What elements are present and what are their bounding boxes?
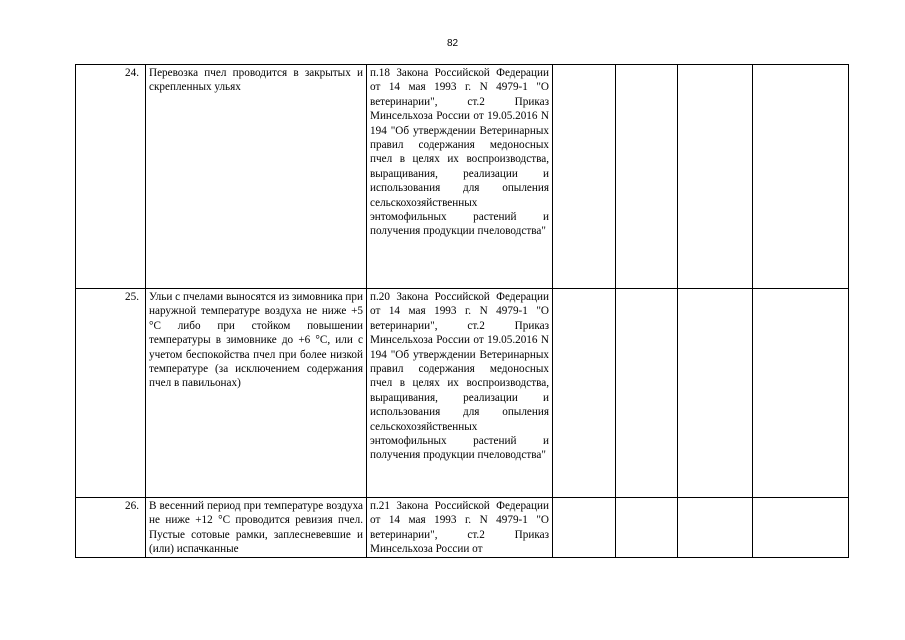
row-number: 26. <box>76 498 146 558</box>
note-cell <box>753 498 849 558</box>
requirement-cell: В весенний период при температуре воздуха не ниже +12 °С проводится ревизия пчел. Пустые сотовые рамки, заплесневевшие и (или) испачканные <box>146 498 367 558</box>
checklist-table <box>75 64 849 558</box>
table-row <box>76 65 849 289</box>
requirement-cell: Перевозка пчел проводится в закрытых и скрепленных ульях <box>146 65 367 289</box>
table-row <box>76 498 849 558</box>
not-applicable-cell <box>678 498 753 558</box>
row-number: 25. <box>76 289 146 498</box>
not-applicable-cell <box>678 65 753 289</box>
legal-act-cell: п.20 Закона Российской Федерации от 14 мая 1993 г. N 4979-1 "О ветеринарии", ст.2 Приказ Минсельхоза России от 19.05.2016 N 194 "Об утверждении Ветеринарных правил содержания медоносных пчел в целях их воспроизводства, выращивания, реализации и использования для опыления сельскохозяйственных энтомофильных растений и получения продукции пчеловодства" <box>367 289 553 498</box>
answer-yes-cell <box>553 289 616 498</box>
not-applicable-cell <box>678 289 753 498</box>
legal-act-cell: п.21 Закона Российской Федерации от 14 мая 1993 г. N 4979-1 "О ветеринарии", ст.2 Приказ Минсельхоза России от <box>367 498 553 558</box>
page-number: 82 <box>446 38 459 49</box>
row-number: 24. <box>76 65 146 289</box>
requirement-cell: Ульи с пчелами выносятся из зимовника при наружной температуре воздуха не ниже +5 °С либо при стойком повышении температуры в зимовнике до +6 °С, или с учетом беспокойства пчел при более низкой температуре (за исключением содержания пчел в павильонах) <box>146 289 367 498</box>
table-row <box>76 289 849 498</box>
answer-no-cell <box>616 289 678 498</box>
note-cell <box>753 289 849 498</box>
answer-no-cell <box>616 498 678 558</box>
legal-act-cell: п.18 Закона Российской Федерации от 14 мая 1993 г. N 4979-1 "О ветеринарии", ст.2 Приказ Минсельхоза России от 19.05.2016 N 194 "Об утверждении Ветеринарных правил содержания медоносных пчел в целях их воспроизводства, выращивания, реализации и использования для опыления сельскохозяйственных энтомофильных растений и получения продукции пчеловодства" <box>367 65 553 289</box>
answer-yes-cell <box>553 65 616 289</box>
note-cell <box>753 65 849 289</box>
answer-no-cell <box>616 65 678 289</box>
answer-yes-cell <box>553 498 616 558</box>
